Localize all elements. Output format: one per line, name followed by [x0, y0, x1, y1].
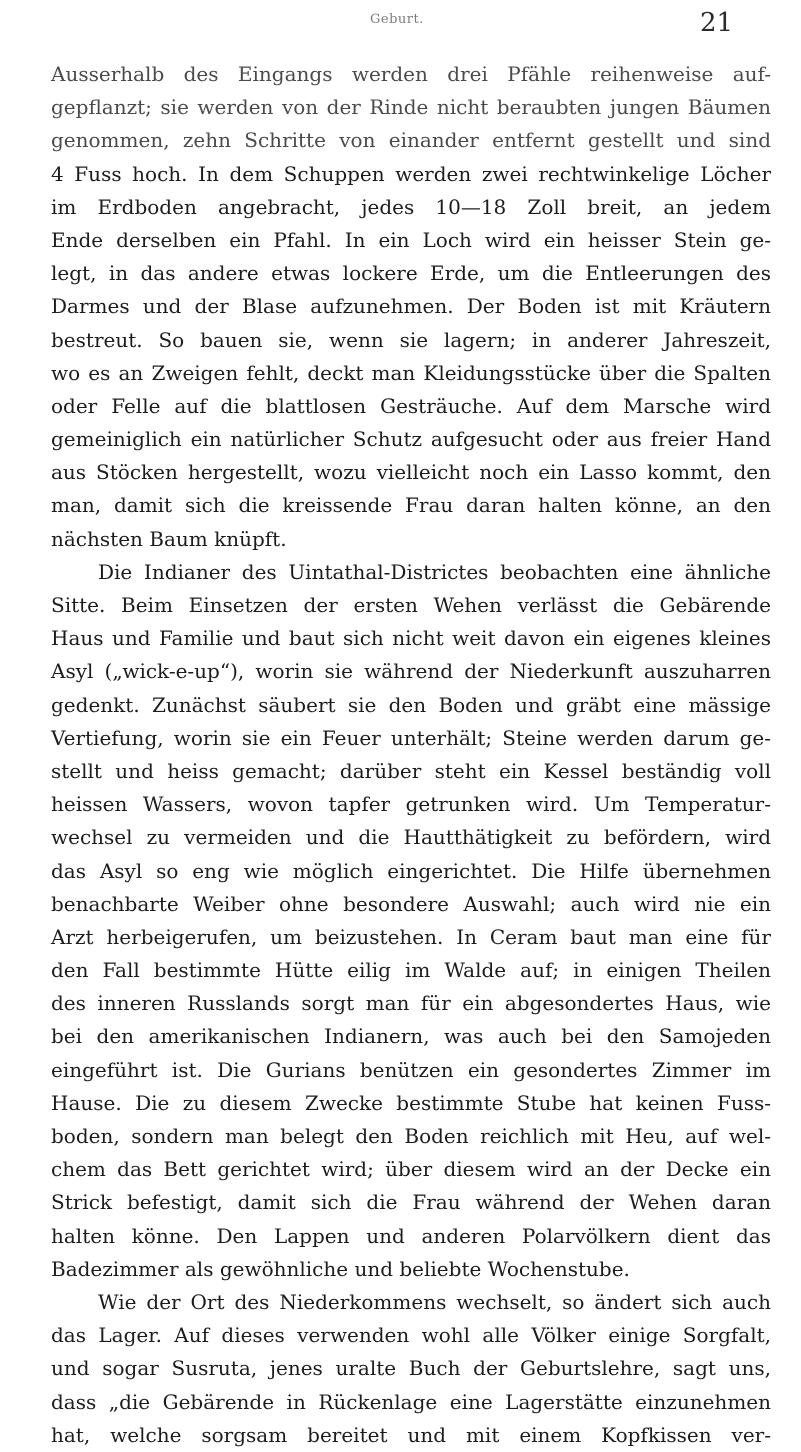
text-line: Sitte. Beim Einsetzen der ersten Wehen verlässt die Gebärende	[51, 593, 771, 617]
text-line: heissen Wassers, wovon tapfer getrunken wird. Um Temperatur-	[51, 792, 771, 817]
running-title: Geburt.	[370, 12, 424, 27]
text-line: des inneren Russlands sorgt man für ein abgesondertes Haus, wie	[51, 991, 771, 1016]
text-line: Arzt herbeigerufen, um beizustehen. In Ceram baut man eine für	[51, 924, 771, 949]
text-line: bestreut. So bauen sie, wenn sie lagern; in anderer Jahreszeit,	[51, 327, 771, 352]
text-line: im Erdboden angebracht, jedes 10—18 Zoll breit, an jedem	[51, 194, 771, 219]
text-line: und sogar Susruta, jenes uralte Buch der Geburtslehre, sagt uns,	[51, 1356, 771, 1381]
text-line: halten könne. Den Lappen und anderen Polarvölkern dient das	[51, 1223, 771, 1248]
text-line: benachbarte Weiber ohne besondere Auswahl; auch wird nie ein	[51, 891, 771, 916]
text-line: das Lager. Auf dieses verwenden wohl alle Völker einige Sorgfalt,	[51, 1323, 771, 1348]
text-line: gemeiniglich ein natürlicher Schutz aufgesucht oder aus freier Hand	[51, 427, 771, 452]
text-line: genommen, zehn Schritte von einander entfernt gestellt und sind	[51, 128, 771, 153]
text-line: bei den amerikanischen Indianern, was auch bei den Samojeden	[51, 1024, 771, 1049]
text-line: Strick befestigt, damit sich die Frau während der Wehen daran	[51, 1190, 771, 1215]
text-line: Asyl („wick-e-up“), worin sie während der Niederkunft auszuharren	[51, 659, 771, 684]
text-line: gepflanzt; sie werden von der Rinde nicht beraubten jungen Bäumen	[51, 95, 771, 120]
text-line: nächsten Baum knüpft.	[51, 526, 287, 551]
text-line: dass „die Gebärende in Rückenlage eine Lagerstätte einzunehmen	[51, 1389, 771, 1414]
text-line: Ende derselben ein Pfahl. In ein Loch wird ein heisser Stein ge-	[51, 227, 771, 252]
text-line: gedenkt. Zunächst säubert sie den Boden und gräbt eine mässige	[51, 692, 771, 717]
text-line: wechsel zu vermeiden und die Hautthätigkeit zu befördern, wird	[51, 825, 771, 850]
text-line: das Asyl so eng wie möglich eingerichtet. Die Hilfe übernehmen	[51, 858, 771, 883]
text-line: legt, in das andere etwas lockere Erde, um die Entleerungen des	[51, 261, 771, 286]
text-line: aus Stöcken hergestellt, wozu vielleicht noch ein Lasso kommt, den	[51, 460, 771, 485]
text-line: Haus und Familie und baut sich nicht weit davon ein eigenes kleines	[51, 626, 771, 651]
text-line: chem das Bett gerichtet wird; über diesem wird an der Decke ein	[51, 1157, 771, 1182]
text-line: Vertiefung, worin sie ein Feuer unterhält; Steine werden darum ge-	[51, 725, 771, 750]
text-line: Darmes und der Blase aufzunehmen. Der Boden ist mit Kräutern	[51, 294, 771, 319]
text-line: stellt und heiss gemacht; darüber steht ein Kessel beständig voll	[51, 758, 771, 783]
text-line: den Fall bestimmte Hütte eilig im Walde auf; in einigen Theilen	[51, 958, 771, 983]
text-line: man, damit sich die kreissende Frau daran halten könne, an den	[51, 493, 771, 518]
text-line: boden, sondern man belegt den Boden reichlich mit Heu, auf wel-	[51, 1124, 771, 1148]
page-number: 21	[700, 8, 734, 38]
page-header	[0, 8, 801, 48]
text-line: Die Indianer des Uintathal-Districtes beobachten eine ähnliche	[98, 559, 771, 584]
text-line: wo es an Zweigen fehlt, deckt man Kleidungsstücke über die Spalten	[51, 360, 771, 385]
text-line: Wie der Ort des Niederkommens wechselt, so ändert sich auch	[98, 1289, 771, 1314]
text-line: hat, welche sorgsam bereitet und mit einem Kopfkissen ver-	[51, 1422, 771, 1447]
text-line: Ausserhalb des Eingangs werden drei Pfähle reihenweise auf-	[51, 62, 771, 86]
text-line: Badezimmer als gewöhnliche und beliebte Wochenstube.	[51, 1256, 630, 1281]
text-line: Hause. Die zu diesem Zwecke bestimmte Stube hat keinen Fuss-	[51, 1090, 771, 1115]
body-text	[51, 58, 771, 1452]
text-line: eingeführt ist. Die Gurians benützen ein gesondertes Zimmer im	[51, 1057, 771, 1082]
text-line: oder Felle auf die blattlosen Gesträuche. Auf dem Marsche wird	[51, 393, 771, 418]
text-line: 4 Fuss hoch. In dem Schuppen werden zwei rechtwinkelige Löcher	[51, 161, 771, 186]
